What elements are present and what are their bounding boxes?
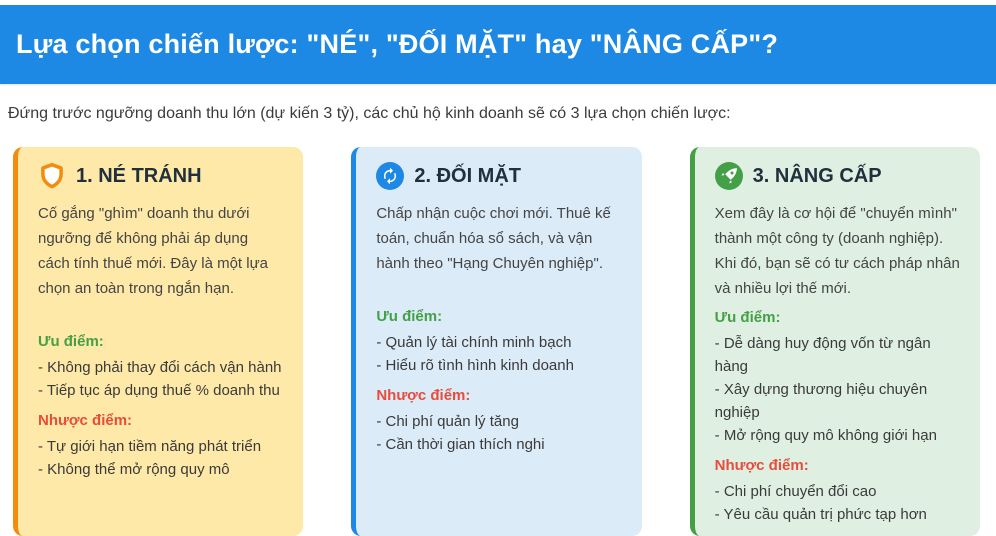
list-item: - Chi phí quản lý tăng xyxy=(376,413,519,430)
shield-icon xyxy=(38,162,66,190)
sync-icon xyxy=(376,162,404,190)
card-description: Cố gắng "ghìm" doanh thu dưới ngưỡng để không phải áp dụng cách tính thuế mới. Đây là một lựa chọn an toàn trong ngắn hạn. xyxy=(38,205,268,297)
pros-heading: Ưu điểm: xyxy=(376,308,443,325)
card-header xyxy=(376,162,621,190)
card-header xyxy=(38,162,283,190)
list-item: - Cần thời gian thích nghi xyxy=(376,436,545,453)
strategy-cards-row xyxy=(13,147,980,536)
card-title: 3. NÂNG CẤP xyxy=(752,164,882,187)
card-title: 2. ĐỐI MẶT xyxy=(414,164,521,187)
list-item: - Mở rộng quy mô không giới hạn xyxy=(714,427,937,444)
pros-heading: Ưu điểm: xyxy=(714,309,781,326)
cons-list xyxy=(376,410,621,456)
list-item: - Tiếp tục áp dụng thuế % doanh thu xyxy=(38,382,280,399)
card-title: 1. NÉ TRÁNH xyxy=(76,164,202,187)
list-item: - Quản lý tài chính minh bạch xyxy=(376,334,572,351)
list-item: - Chi phí chuyển đổi cao xyxy=(714,483,877,500)
list-item: - Tự giới hạn tiềm năng phát triển xyxy=(38,438,262,455)
list-item: - Không thể mở rộng quy mô xyxy=(38,461,230,478)
list-item: - Dễ dàng huy động vốn từ ngân hàng xyxy=(714,335,931,375)
pros-list xyxy=(376,331,621,377)
card-ne-tranh xyxy=(13,147,303,536)
cons-heading: Nhược điểm: xyxy=(714,457,809,474)
pros-heading: Ưu điểm: xyxy=(38,333,104,350)
list-item: - Không phải thay đổi cách vận hành xyxy=(38,359,282,376)
list-item: - Hiểu rõ tình hình kinh doanh xyxy=(376,357,574,374)
page-title: Lựa chọn chiến lược: "NÉ", "ĐỐI MẶT" hay "NÂNG CẤP"? xyxy=(16,29,779,59)
card-doi-mat xyxy=(351,147,641,536)
cons-heading: Nhược điểm: xyxy=(376,387,471,404)
intro-text: Đứng trước ngưỡng doanh thu lớn (dự kiến 3 tỷ), các chủ hộ kinh doanh sẽ có 3 lựa chọn chiến lược: xyxy=(8,105,731,122)
pros-list xyxy=(715,332,960,447)
card-description: Chấp nhận cuộc chơi mới. Thuê kế toán, chuẩn hóa sổ sách, và vận hành theo "Hạng Chuyên nghiệp". xyxy=(376,205,611,272)
cons-list xyxy=(715,480,960,526)
cons-list xyxy=(38,435,283,481)
list-item: - Yêu cầu quản trị phức tạp hơn xyxy=(714,506,927,523)
rocket-icon xyxy=(715,162,743,190)
card-description: Xem đây là cơ hội để "chuyển mình" thành một công ty (doanh nghiệp). Khi đó, bạn sẽ có tư cách pháp nhân và nhiều lợi thế mới. xyxy=(714,205,960,297)
pros-list xyxy=(38,356,283,402)
list-item: - Xây dựng thương hiệu chuyên nghiệp xyxy=(714,381,928,421)
card-nang-cap xyxy=(690,147,980,536)
cons-heading: Nhược điểm: xyxy=(38,412,133,429)
header-banner xyxy=(0,5,996,84)
card-header xyxy=(715,162,960,190)
